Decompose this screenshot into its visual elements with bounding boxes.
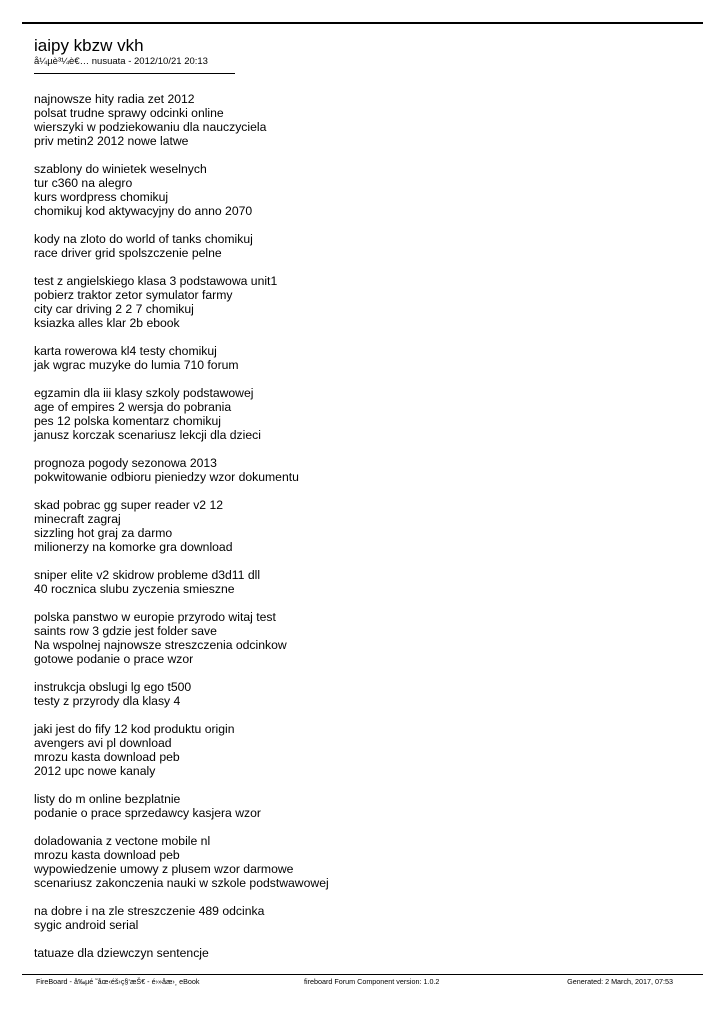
paragraph: [34, 92, 694, 148]
paragraph: [34, 946, 694, 960]
text-line: jak wgrac muzyke do lumia 710 forum: [34, 358, 239, 372]
text-line: race driver grid spolszczenie pelne: [34, 246, 222, 260]
paragraph: [34, 344, 694, 372]
post-body: [34, 92, 694, 974]
text-line: szablony do winietek weselnych: [34, 162, 207, 176]
text-line: tur c360 na alegro: [34, 176, 133, 190]
text-line: na dobre i na zle streszczenie 489 odcinka: [34, 904, 265, 918]
text-line: egzamin dla iii klasy szkoly podstawowej: [34, 386, 254, 400]
text-line: pobierz traktor zetor symulator farmy: [34, 288, 233, 302]
text-line: jaki jest do fify 12 kod produktu origin: [34, 722, 235, 736]
text-line: milionerzy na komorke gra download: [34, 540, 233, 554]
text-line: listy do m online bezplatnie: [34, 792, 181, 806]
paragraph: [34, 792, 694, 820]
footer-site: FireBoard - å‰µé ˜åœ‹éš›ç§‘æŠ€ - é›»åæ›¸ eBook: [36, 977, 200, 986]
text-line: pes 12 polska komentarz chomikuj: [34, 414, 221, 428]
text-line: instrukcja obslugi lg ego t500: [34, 680, 192, 694]
text-line: ksiazka alles klar 2b ebook: [34, 316, 180, 330]
text-line: skad pobrac gg super reader v2 12: [34, 498, 224, 512]
paragraph: [34, 904, 694, 932]
header-divider: [34, 73, 235, 74]
text-line: 40 rocznica slubu zyczenia smieszne: [34, 582, 235, 596]
text-line: sizzling hot graj za darmo: [34, 526, 173, 540]
text-line: polska panstwo w europie przyrodo witaj test: [34, 610, 276, 624]
text-line: polsat trudne sprawy odcinki online: [34, 106, 224, 120]
text-line: scenariusz zakonczenia nauki w szkole podstwawowej: [34, 876, 329, 890]
text-line: testy z przyrody dla klasy 4: [34, 694, 181, 708]
text-line: age of empires 2 wersja do pobrania: [34, 400, 232, 414]
paragraph: [34, 680, 694, 708]
text-line: janusz korczak scenariusz lekcji dla dzieci: [34, 428, 261, 442]
text-line: city car driving 2 2 7 chomikuj: [34, 302, 194, 316]
paragraph: [34, 162, 694, 218]
text-line: podanie o prace sprzedawcy kasjera wzor: [34, 806, 261, 820]
paragraph: [34, 834, 694, 890]
text-line: doladowania z vectone mobile nl: [34, 834, 211, 848]
text-line: mrozu kasta download peb: [34, 848, 180, 862]
text-line: pokwitowanie odbioru pieniedzy wzor dokumentu: [34, 470, 299, 484]
text-line: avengers avi pl download: [34, 736, 172, 750]
footer-rule: [22, 974, 703, 975]
footer-generated: Generated: 2 March, 2017, 07:53: [567, 977, 673, 986]
text-line: 2012 upc nowe kanaly: [34, 764, 156, 778]
text-line: minecraft zagraj: [34, 512, 121, 526]
text-line: sygic android serial: [34, 918, 139, 932]
text-line: sniper elite v2 skidrow probleme d3d11 dll: [34, 568, 261, 582]
text-line: kody na zloto do world of tanks chomikuj: [34, 232, 253, 246]
paragraph: [34, 610, 694, 666]
post-title: iaipy kbzw vkh: [34, 36, 144, 55]
text-line: Na wspolnej najnowsze streszczenia odcinkow: [34, 638, 287, 652]
text-line: gotowe podanie o prace wzor: [34, 652, 194, 666]
paragraph: [34, 456, 694, 484]
text-line: kurs wordpress chomikuj: [34, 190, 169, 204]
text-line: test z angielskiego klasa 3 podstawowa unit1: [34, 274, 278, 288]
top-rule: [22, 22, 703, 24]
paragraph: [34, 722, 694, 778]
text-line: wypowiedzenie umowy z plusem wzor darmowe: [34, 862, 294, 876]
text-line: karta rowerowa kl4 testy chomikuj: [34, 344, 217, 358]
post-meta: å¼µè³¼è€… nusuata - 2012/10/21 20:13: [34, 56, 208, 67]
post-header: [34, 36, 694, 74]
paragraph: [34, 498, 694, 554]
text-line: wierszyki w podziekowaniu dla nauczyciela: [34, 120, 267, 134]
text-line: saints row 3 gdzie jest folder save: [34, 624, 217, 638]
paragraph: [34, 568, 694, 596]
text-line: chomikuj kod aktywacyjny do anno 2070: [34, 204, 253, 218]
paragraph: [34, 274, 694, 330]
paragraph: [34, 232, 694, 260]
text-line: prognoza pogody sezonowa 2013: [34, 456, 217, 470]
text-line: priv metin2 2012 nowe latwe: [34, 134, 189, 148]
footer-version: fireboard Forum Component version: 1.0.2: [304, 977, 440, 986]
paragraph: [34, 386, 694, 442]
text-line: mrozu kasta download peb: [34, 750, 180, 764]
text-line: tatuaze dla dziewczyn sentencje: [34, 946, 209, 960]
text-line: najnowsze hity radia zet 2012: [34, 92, 195, 106]
